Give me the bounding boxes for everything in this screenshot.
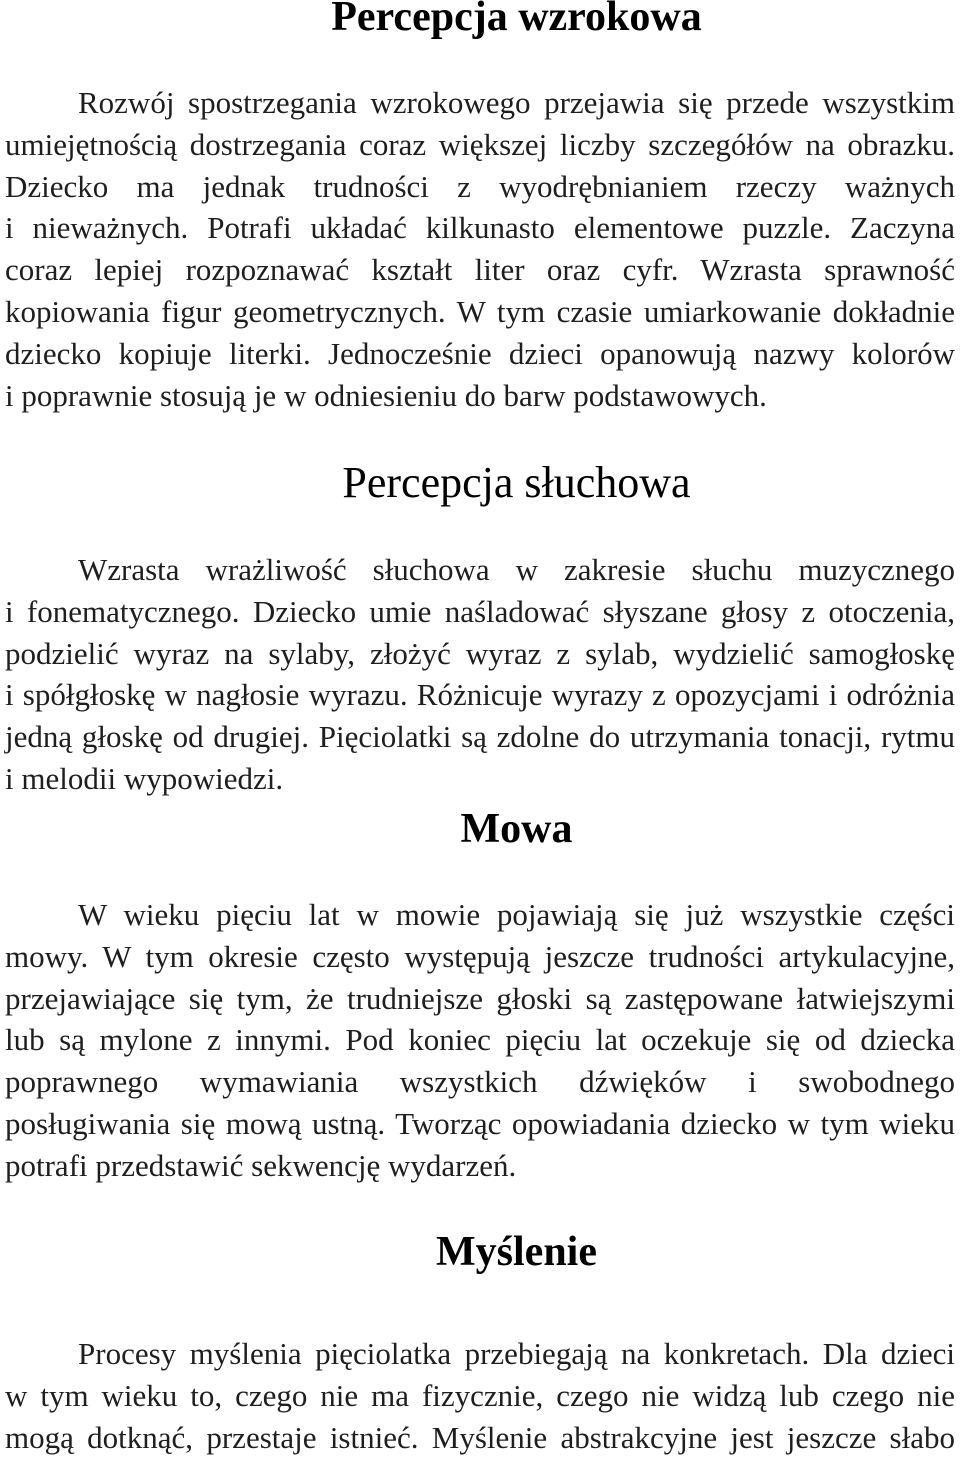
paragraph-line: posługiwania się mową ustną. Tworząc opowiadania dziecko w tym wieku: [5, 1105, 955, 1141]
paragraph-line: Procesy myślenia pięciolatka przebiegają na konkretach. Dla dzieci: [78, 1336, 955, 1371]
paragraph: [5, 894, 955, 1187]
paragraph-line: Wzrasta wrażliwość słuchowa w zakresie słuchu muzycznego: [78, 552, 955, 587]
paragraph-line: i poprawnie stosują je w odniesieniu do barw podstawowych.: [5, 377, 767, 413]
paragraph-line: coraz lepiej rozpoznawać kształt liter oraz cyfr. Wzrasta sprawność: [5, 252, 955, 288]
paragraph: [5, 1333, 955, 1458]
paragraph-line: W wieku pięciu lat w mowie pojawiają się już wszystkie części: [78, 897, 955, 932]
paragraph-line: podzielić wyraz na sylaby, złożyć wyraz z sylab, wydzielić samogłoskę: [5, 635, 955, 671]
paragraph: [5, 549, 955, 800]
paragraph-line: Rozwój spostrzegania wzrokowego przejawia się przede wszystkim: [78, 85, 955, 120]
paragraph-line: i fonematycznego. Dziecko umie naśladować słyszane głosy z otoczenia,: [5, 593, 955, 629]
paragraph-line: przejawiające się tym, że trudniejsze głoski są zastępowane łatwiejszymi: [5, 980, 955, 1016]
paragraph-line: mowy. W tym okresie często występują jeszcze trudności artykulacyjne,: [5, 938, 955, 974]
paragraph-line: potrafi przedstawić sekwencję wydarzeń.: [5, 1147, 517, 1183]
section-heading: Mowa: [460, 806, 573, 852]
paragraph-line: umiejętnością dostrzegania coraz większej liczby szczegółów na obrazku.: [5, 126, 955, 162]
paragraph-line: i spółgłoskę w nagłosie wyrazu. Różnicuje wyrazy z opozycjami i odróżnia: [5, 677, 955, 713]
paragraph-line: dziecko kopiuje literki. Jednocześnie dzieci opanowują nazwy kolorów: [5, 335, 955, 371]
section-heading: Myślenie: [436, 1229, 597, 1275]
paragraph-line: jedną głoskę od drugiej. Pięciolatki są zdolne do utrzymania tonacji, rytmu: [5, 719, 955, 755]
paragraph-line: Dziecko ma jednak trudności z wyodrębnianiem rzeczy ważnych: [5, 168, 955, 204]
paragraph-line: poprawnego wymawiania wszystkich dźwięków i swobodnego: [5, 1064, 955, 1100]
paragraph-line: i melodii wypowiedzi.: [5, 760, 284, 796]
section-heading: Percepcja wzrokowa: [331, 0, 702, 40]
section-heading: Percepcja słuchowa: [342, 458, 691, 507]
paragraph-line: mogą dotknąć, przestaje istnieć. Myślenie abstrakcyjne jest jeszcze słabo: [5, 1419, 955, 1455]
paragraph: [5, 82, 955, 416]
paragraph-line: w tym wieku to, czego nie ma fizycznie, czego nie widzą lub czego nie: [5, 1377, 955, 1413]
paragraph-line: i nieważnych. Potrafi układać kilkunasto elementowe puzzle. Zaczyna: [5, 210, 955, 246]
paragraph-line: lub są mylone z innymi. Pod koniec pięciu lat oczekuje się od dziecka: [5, 1022, 955, 1058]
paragraph-line: kopiowania figur geometrycznych. W tym czasie umiarkowanie dokładnie: [5, 293, 955, 329]
